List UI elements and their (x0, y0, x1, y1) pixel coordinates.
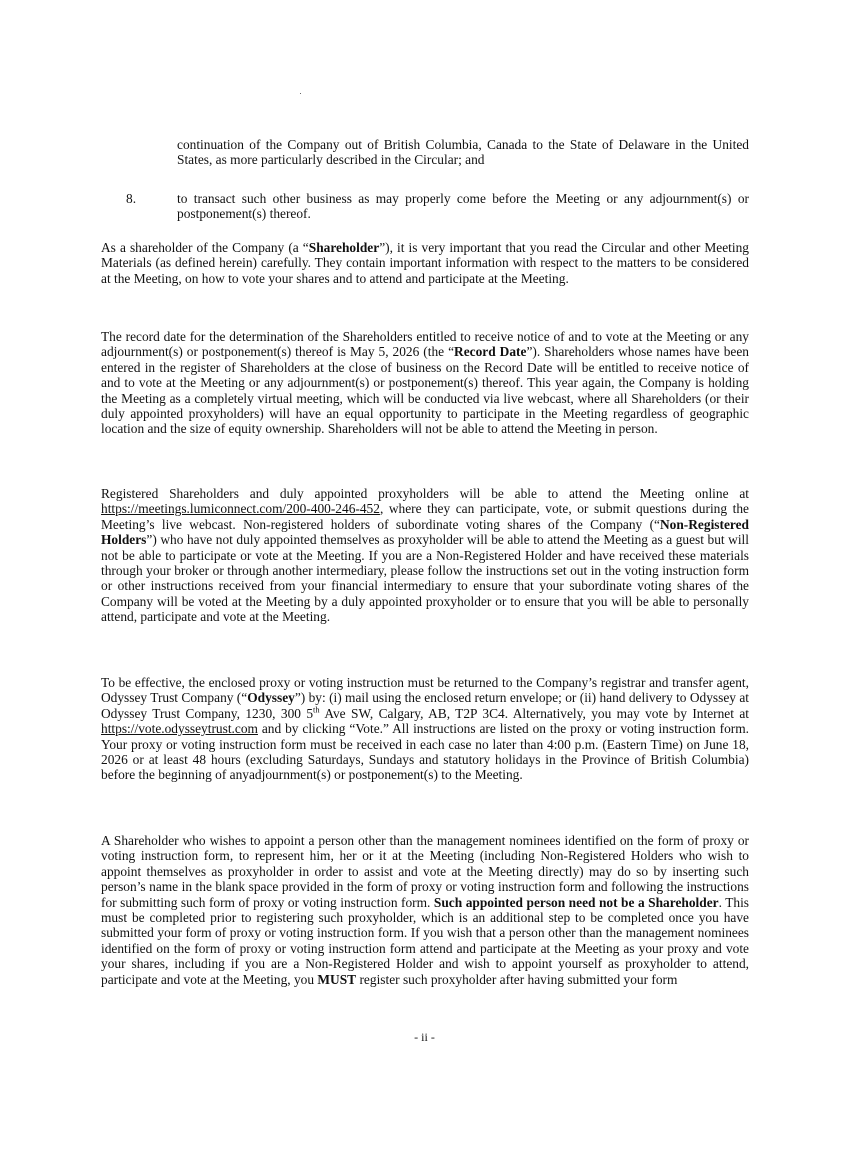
paragraph-virtual-meeting: Registered Shareholders and duly appointed proxyholders will be able to attend the Meeting online at https://meetings.lumiconnect.com/200-400-246-452, where they can participate, vote, or submit questions during the Meeting’s live webcast. Non-registered holders of subordinate voting shares of the Company (“Non-Registered Holders”) who have not duly appointed themselves as proxyholder will be able to attend the Meeting as a guest but will not be able to participate or vote at the Meeting. If you are a Non-Registered Holder and have received these materials through your broker or through another intermediary, please follow the instructions set out in the voting instruction form or other instructions received from your financial intermediary to ensure that your subordinate voting shares of the Company will be voted at the Meeting by a duly appointed proxyholder or to ensure that you will be able to personally attend, participate and vote at the Meeting. (101, 486, 749, 625)
meeting-link[interactable]: https://meetings.lumiconnect.com/200-400-246-452 (101, 501, 380, 517)
paragraph-shareholder: As a shareholder of the Company (a “Shareholder”), it is very important that you read the Circular and other Meeting Materials (as defined herein) carefully. They contain important information with respect to the matters to be considered at the Meeting, on how to vote your shares and to attend and participate at the Meeting. (101, 240, 749, 286)
paragraph-record-date: The record date for the determination of the Shareholders entitled to receive notice of and to vote at the Meeting or any adjournment(s) or postponement(s) thereof is May 5, 2026 (the “Record Date”). Shareholders whose names have been entered in the register of Shareholders at the close of business on the Record Date will be entitled to receive notice of and to vote at the Meeting or any adjournment(s) or postponement(s) thereof. This year again, the Company is holding the Meeting as a completely virtual meeting, which will be conducted via live webcast, where all Shareholders (or their duly appointed proxyholders) will have an equal opportunity to participate in the Meeting regardless of geographic location and the size of equity ownership. Shareholders will not be able to attend the Meeting in person. (101, 329, 750, 437)
list-item-8-text: to transact such other business as may properly come before the Meeting or any adjournment(s) or postponement(s) thereof. (177, 191, 749, 222)
paragraph-proxy-deposit: To be effective, the enclosed proxy or voting instruction must be returned to the Company’s registrar and transfer agent, Odyssey Trust Company (“Odyssey”) by: (i) mail using the enclosed return envelope; or (ii) hand delivery to Odyssey at Odyssey Trust Company, 1230, 300 5th Ave SW, Calgary, AB, T2P 3C4. Alternatively, you may vote by Internet at https://vote.odysseytrust.com and by clicking “Vote.” All instructions are listed on the proxy or voting instruction form. Your proxy or voting instruction form must be received in each case no later than 4:00 p.m. (Eastern Time) on June 18, 2026 or at least 48 hours (excluding Saturdays, Sundays and statutory holidays in the Province of British Columbia) before the beginning of anyadjournment(s) or postponement(s) to the Meeting. (101, 675, 749, 783)
list-item-8-number: 8. (126, 191, 137, 206)
page-number: - ii - (414, 1030, 435, 1044)
stray-mark (300, 93, 301, 94)
paragraph-appoint-proxyholder: A Shareholder who wishes to appoint a person other than the management nominees identified on the form of proxy or voting instruction form, to represent him, her or it at the Meeting (including Non-Registered Holders who wish to appoint themselves as proxyholder in order to assist and vote at the Meeting directly) may do so by inserting such person’s name in the blank space provided in the form of proxy or voting instruction form and following the instructions for submitting such form of proxy or voting instruction form. Such appointed person need not be a Shareholder. This must be completed prior to registering such proxyholder, which is an additional step to be completed once you have submitted your form of proxy or voting instruction form. If you wish that a person other than the management nominees identified on the form of proxy or voting instruction form attend and participate at the Meeting as your proxy and vote your shares, including if you are a Non-Registered Holder and wish to appoint yourself as proxyholder to attend, participate and vote at the Meeting, you MUST register such proxyholder after having submitted your form (101, 833, 750, 987)
vote-link[interactable]: https://vote.odysseytrust.com (101, 721, 258, 737)
list-item-7-continuation: continuation of the Company out of British Columbia, Canada to the State of Delaware in the United States, as more particularly described in the Circular; and (177, 137, 749, 168)
